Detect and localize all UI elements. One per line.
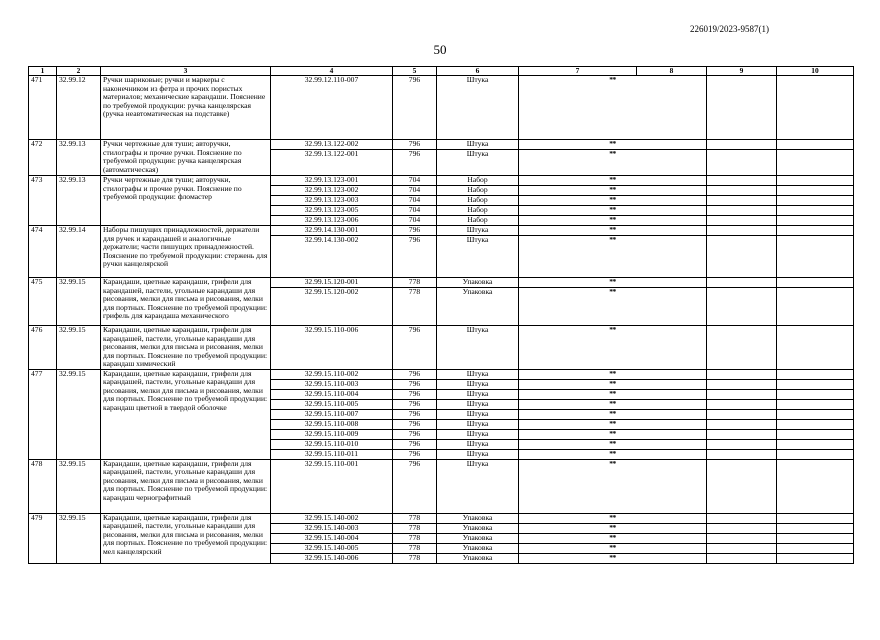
ktru-code: 32.99.13.123-006 [271,216,393,226]
restriction-mark: ** [519,176,707,186]
okpd-code: 32.99.15 [57,278,101,326]
table-row [29,459,854,513]
entry-number: 476 [29,326,57,370]
okei-code: 778 [393,513,437,523]
unit-name: Упаковка [437,513,519,523]
product-description: Ручки чертежные для туши; авторучки, стилографы и прочие ручки. Пояснение по требуемой продукции: ручка канцелярская (автоматическая) [101,140,271,176]
okei-code: 704 [393,176,437,186]
ktru-code: 32.99.15.110-010 [271,439,393,449]
empty-cell [707,399,777,409]
restriction-mark: ** [519,278,707,288]
okei-code: 778 [393,553,437,563]
okei-code: 796 [393,236,437,278]
column-header: 8 [637,67,707,76]
okpd-code: 32.99.13 [57,140,101,176]
empty-cell [777,379,854,389]
okei-code: 778 [393,278,437,288]
ktru-code: 32.99.13.122-002 [271,140,393,150]
empty-cell [707,409,777,419]
empty-cell [777,186,854,196]
ktru-code: 32.99.15.110-005 [271,399,393,409]
okei-code: 796 [393,409,437,419]
entry-number: 471 [29,76,57,140]
restriction-mark: ** [519,369,707,379]
empty-cell [707,76,777,140]
empty-cell [777,216,854,226]
ktru-code: 32.99.15.110-007 [271,409,393,419]
empty-cell [707,326,777,370]
column-header: 1 [29,67,57,76]
product-description: Карандаши, цветные карандаши, грифели для карандашей, пастели, угольные карандаши для рисования, мелки для письма и рисования, мелки для портных. Пояснение по требуемой продукции: карандаш чернографитный [101,459,271,513]
empty-cell [777,140,854,150]
ktru-code: 32.99.15.110-009 [271,429,393,439]
table-row [29,513,854,523]
empty-cell [707,140,777,150]
ktru-code: 32.99.15.120-001 [271,278,393,288]
empty-cell [707,513,777,523]
restriction-mark: ** [519,186,707,196]
empty-cell [777,176,854,186]
okei-code: 796 [393,150,437,176]
restriction-mark: ** [519,399,707,409]
entry-number: 475 [29,278,57,326]
empty-cell [707,379,777,389]
restriction-mark: ** [519,523,707,533]
unit-name: Упаковка [437,288,519,326]
empty-cell [707,459,777,513]
register-body [29,76,854,564]
unit-name: Штука [437,439,519,449]
empty-cell [777,206,854,216]
empty-cell [707,439,777,449]
table-row [29,176,854,186]
unit-name: Штука [437,140,519,150]
empty-cell [707,419,777,429]
column-header: 4 [271,67,393,76]
empty-cell [707,196,777,206]
empty-cell [777,389,854,399]
ktru-code: 32.99.15.110-002 [271,369,393,379]
okei-code: 796 [393,449,437,459]
empty-cell [777,150,854,176]
empty-cell [777,533,854,543]
ktru-code: 32.99.15.110-006 [271,326,393,370]
ktru-code: 32.99.15.110-003 [271,379,393,389]
empty-cell [707,216,777,226]
empty-cell [707,369,777,379]
okei-code: 796 [393,429,437,439]
ktru-code: 32.99.15.140-006 [271,553,393,563]
restriction-mark: ** [519,236,707,278]
column-header: 10 [777,67,854,76]
unit-name: Упаковка [437,278,519,288]
unit-name: Штука [437,379,519,389]
empty-cell [707,150,777,176]
empty-cell [777,76,854,140]
column-number-row [29,67,854,76]
okei-code: 704 [393,186,437,196]
product-description: Ручки шариковые; ручки и маркеры с наконечником из фетра и прочих пористых материалов; механические карандаши. Пояснение по требуемой продукции: ручка канцелярская (ручка неавтоматическая на подставке) [101,76,271,140]
unit-name: Набор [437,186,519,196]
okpd-code: 32.99.15 [57,513,101,563]
empty-cell [777,236,854,278]
okei-code: 796 [393,389,437,399]
okei-code: 778 [393,533,437,543]
product-description: Ручки чертежные для туши; авторучки, стилографы и прочие ручки. Пояснение по требуемой продукции: фломастер [101,176,271,226]
ktru-code: 32.99.13.123-002 [271,186,393,196]
unit-name: Упаковка [437,553,519,563]
okei-code: 778 [393,543,437,553]
okei-code: 796 [393,379,437,389]
unit-name: Набор [437,196,519,206]
empty-cell [707,553,777,563]
restriction-mark: ** [519,226,707,236]
product-description: Карандаши, цветные карандаши, грифели для карандашей, пастели, угольные карандаши для рисования, мелки для письма и рисования, мелки для портных. Пояснение по требуемой продукции: карандаш цветной в твердой оболочке [101,369,271,459]
unit-name: Штука [437,399,519,409]
okei-code: 778 [393,523,437,533]
unit-name: Штука [437,369,519,379]
empty-cell [707,429,777,439]
entry-number: 474 [29,226,57,278]
empty-cell [707,523,777,533]
empty-cell [777,553,854,563]
empty-cell [777,288,854,326]
restriction-mark: ** [519,326,707,370]
entry-number: 478 [29,459,57,513]
empty-cell [777,439,854,449]
empty-cell [777,278,854,288]
product-description: Карандаши, цветные карандаши, грифели для карандашей, пастели, угольные карандаши для рисования, мелки для письма и рисования, мелки для портных. Пояснение по требуемой продукции: карандаш химический [101,326,271,370]
empty-cell [707,278,777,288]
okei-code: 796 [393,369,437,379]
table-row [29,326,854,370]
okei-code: 796 [393,326,437,370]
product-description: Карандаши, цветные карандаши, грифели для карандашей, пастели, угольные карандаши для рисования, мелки для письма и рисования, мелки для портных. Пояснение по требуемой продукции: грифель для карандаша механического [101,278,271,326]
okpd-code: 32.99.12 [57,76,101,140]
okei-code: 704 [393,216,437,226]
ktru-code: 32.99.13.122-001 [271,150,393,176]
empty-cell [777,523,854,533]
column-header: 7 [519,67,637,76]
okei-code: 796 [393,419,437,429]
ktru-code: 32.99.13.123-003 [271,196,393,206]
column-header: 5 [393,67,437,76]
ktru-code: 32.99.15.140-003 [271,523,393,533]
ktru-code: 32.99.14.130-001 [271,226,393,236]
unit-name: Упаковка [437,543,519,553]
ktru-code: 32.99.15.110-011 [271,449,393,459]
restriction-mark: ** [519,553,707,563]
okei-code: 704 [393,206,437,216]
restriction-mark: ** [519,513,707,523]
empty-cell [707,449,777,459]
empty-cell [707,389,777,399]
unit-name: Штука [437,419,519,429]
restriction-mark: ** [519,533,707,543]
okei-code: 704 [393,196,437,206]
empty-cell [707,543,777,553]
unit-name: Штука [437,326,519,370]
restriction-mark: ** [519,449,707,459]
ktru-code: 32.99.15.140-004 [271,533,393,543]
empty-cell [707,176,777,186]
unit-name: Штука [437,236,519,278]
ktru-code: 32.99.14.130-002 [271,236,393,278]
okpd-code: 32.99.13 [57,176,101,226]
restriction-mark: ** [519,288,707,326]
restriction-mark: ** [519,459,707,513]
restriction-mark: ** [519,140,707,150]
unit-name: Штука [437,76,519,140]
empty-cell [777,419,854,429]
column-header: 6 [437,67,519,76]
empty-cell [707,533,777,543]
page-number: 50 [433,42,447,57]
restriction-mark: ** [519,439,707,449]
column-header: 9 [707,67,777,76]
register-table [28,66,854,564]
okei-code: 796 [393,459,437,513]
restriction-mark: ** [519,389,707,399]
empty-cell [777,513,854,523]
empty-cell [777,409,854,419]
unit-name: Штука [437,226,519,236]
restriction-mark: ** [519,429,707,439]
ktru-code: 32.99.15.110-004 [271,389,393,399]
column-header: 2 [57,67,101,76]
okpd-code: 32.99.15 [57,369,101,459]
entry-number: 473 [29,176,57,226]
ktru-code: 32.99.15.110-001 [271,459,393,513]
unit-name: Штука [437,409,519,419]
empty-cell [707,288,777,326]
empty-cell [707,226,777,236]
unit-name: Штука [437,459,519,513]
table-row [29,76,854,140]
unit-name: Упаковка [437,523,519,533]
okei-code: 796 [393,439,437,449]
restriction-mark: ** [519,206,707,216]
okei-code: 778 [393,288,437,326]
empty-cell [777,449,854,459]
ktru-code: 32.99.13.123-005 [271,206,393,216]
empty-cell [777,369,854,379]
empty-cell [777,429,854,439]
ktru-code: 32.99.15.120-002 [271,288,393,326]
okpd-code: 32.99.15 [57,326,101,370]
empty-cell [777,543,854,553]
okei-code: 796 [393,76,437,140]
product-description: Карандаши, цветные карандаши, грифели для карандашей, пастели, угольные карандаши для рисования, мелки для письма и рисования, мелки для портных. Пояснение по требуемой продукции: мел канцелярский [101,513,271,563]
unit-name: Упаковка [437,533,519,543]
entry-number: 479 [29,513,57,563]
restriction-mark: ** [519,196,707,206]
document-number: 226019/2023-9587(1) [690,24,769,34]
empty-cell [777,226,854,236]
restriction-mark: ** [519,419,707,429]
restriction-mark: ** [519,216,707,226]
table-row [29,278,854,288]
table-row [29,226,854,236]
ktru-code: 32.99.15.110-008 [271,419,393,429]
restriction-mark: ** [519,76,707,140]
okpd-code: 32.99.15 [57,459,101,513]
entry-number: 472 [29,140,57,176]
restriction-mark: ** [519,543,707,553]
unit-name: Штука [437,429,519,439]
column-header: 3 [101,67,271,76]
table-row [29,369,854,379]
restriction-mark: ** [519,150,707,176]
table-row [29,140,854,150]
entry-number: 477 [29,369,57,459]
okei-code: 796 [393,140,437,150]
unit-name: Набор [437,206,519,216]
ktru-code: 32.99.15.140-005 [271,543,393,553]
okei-code: 796 [393,226,437,236]
empty-cell [777,459,854,513]
empty-cell [777,196,854,206]
unit-name: Набор [437,216,519,226]
unit-name: Штука [437,389,519,399]
empty-cell [707,236,777,278]
empty-cell [707,186,777,196]
restriction-mark: ** [519,409,707,419]
product-description: Наборы пишущих принадлежностей, держатели для ручек и карандашей и аналогичные держатели; части пишущих принадлежностей. Пояснение по требуемой продукции: стержень для ручки канцелярской [101,226,271,278]
empty-cell [777,399,854,409]
unit-name: Штука [437,449,519,459]
okpd-code: 32.99.14 [57,226,101,278]
okei-code: 796 [393,399,437,409]
ktru-code: 32.99.15.140-002 [271,513,393,523]
empty-cell [777,326,854,370]
restriction-mark: ** [519,379,707,389]
ktru-code: 32.99.13.123-001 [271,176,393,186]
ktru-code: 32.99.12.110-007 [271,76,393,140]
unit-name: Набор [437,176,519,186]
empty-cell [707,206,777,216]
unit-name: Штука [437,150,519,176]
